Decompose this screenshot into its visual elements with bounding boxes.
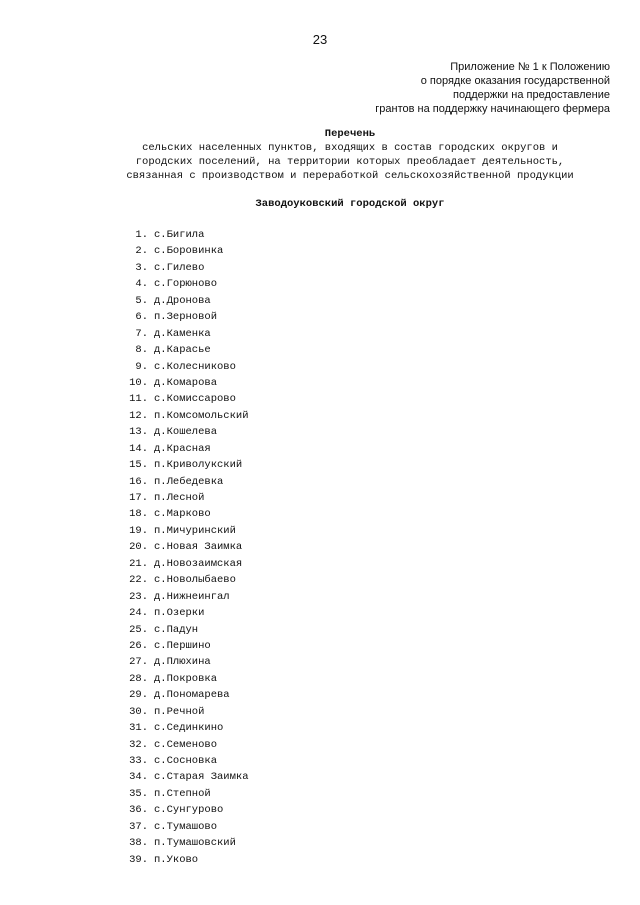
heading-line: связанная с производством и переработкой сельскохозяйственной продукции [126, 170, 574, 182]
list-item-number: 21. [129, 557, 148, 570]
list-item-name: с.Сосновка [154, 755, 218, 767]
list-item-number: 1. [135, 229, 148, 241]
list-item [92, 490, 492, 506]
list-item-number: 35. [129, 787, 148, 800]
list-item [92, 293, 492, 309]
list-item [92, 408, 492, 424]
list-item [92, 243, 492, 259]
list-item-number: 29. [129, 689, 148, 702]
list-item-name: с.Сединкино [154, 722, 224, 735]
list-item-number: 22. [129, 574, 148, 587]
list-item-number: 15. [129, 459, 148, 472]
list-item-number: 13. [129, 426, 148, 439]
list-item [92, 506, 492, 522]
list-item [92, 523, 492, 539]
list-item-name: с.Бигила [154, 229, 205, 241]
list-item-number: 2. [135, 245, 148, 258]
list-item-number: 24. [129, 607, 148, 620]
list-item-number: 5. [135, 294, 148, 307]
list-item-name: п.Лесной [154, 492, 205, 504]
appendix-line: о порядке оказания государственной [420, 75, 610, 87]
list-item [92, 326, 492, 342]
appendix-line: грантов на поддержку начинающего фермера [375, 103, 610, 115]
list-item [92, 359, 492, 375]
list-item [92, 556, 492, 572]
list-item [92, 424, 492, 440]
list-item-name: с.Новолыбаево [154, 574, 236, 587]
appendix-line: Приложение № 1 к Положению [450, 61, 610, 73]
list-item-number: 4. [135, 278, 148, 291]
list-item-number: 33. [129, 755, 148, 767]
list-item-name: д.Красная [154, 442, 211, 455]
list-item-number: 10. [129, 376, 148, 389]
list-item [92, 802, 492, 818]
list-item [92, 819, 492, 835]
list-item-name: с.Новая Заимка [154, 541, 243, 554]
list-item-number: 7. [135, 327, 148, 340]
list-item [92, 572, 492, 588]
list-item [92, 835, 492, 851]
list-item-number: 9. [135, 360, 148, 373]
list-item [92, 342, 492, 358]
list-item-name: п.Озерки [154, 607, 205, 620]
list-item [92, 753, 492, 769]
list-item-name: д.Плюхина [154, 656, 211, 669]
list-item-number: 20. [129, 541, 148, 554]
list-item-number: 36. [129, 804, 148, 817]
list-item [92, 671, 492, 687]
appendix-note [310, 60, 610, 116]
page-number: 23 [312, 32, 328, 47]
list-item-number: 18. [129, 508, 148, 521]
list-item [92, 457, 492, 473]
list-item [92, 391, 492, 407]
list-item-name: п.Тумашовский [154, 837, 236, 850]
heading-title: Перечень [324, 128, 376, 140]
list-item-name: с.Першино [154, 639, 211, 652]
list-item-name: с.Старая Заимка [154, 771, 249, 784]
list-item [92, 309, 492, 325]
list-item [92, 539, 492, 555]
list-item-number: 27. [129, 656, 148, 669]
settlement-list [92, 227, 492, 868]
list-item-name: с.Тумашово [154, 820, 218, 833]
list-item-number: 31. [129, 722, 148, 735]
list-item-name: п.Степной [154, 787, 211, 800]
list-item-number: 16. [129, 475, 148, 488]
list-item-number: 38. [129, 837, 148, 850]
list-item-name: с.Комиссарово [154, 393, 236, 406]
list-item-name: д.Карасье [154, 344, 211, 357]
list-item-number: 34. [129, 771, 148, 784]
list-item [92, 375, 492, 391]
list-item [92, 605, 492, 621]
list-item [92, 720, 492, 736]
list-item-name: с.Сунгурово [154, 804, 224, 817]
list-item-number: 25. [129, 623, 148, 636]
list-item-name: д.Комарова [154, 376, 218, 389]
list-item [92, 704, 492, 720]
list-item [92, 474, 492, 490]
list-item [92, 260, 492, 276]
list-item [92, 276, 492, 292]
list-item [92, 227, 492, 243]
list-item-name: д.Новозаимская [154, 557, 243, 570]
list-item [92, 687, 492, 703]
list-item [92, 589, 492, 605]
list-item-name: п.Мичуринский [154, 524, 236, 537]
list-item-number: 3. [135, 261, 148, 274]
list-item-name: с.Гилево [154, 261, 205, 274]
list-item [92, 638, 492, 654]
heading-line: сельских населенных пунктов, входящих в состав городских округов и [142, 142, 558, 154]
list-item-name: п.Лебедевка [154, 475, 224, 488]
list-item-name: д.Покровка [154, 672, 218, 685]
list-item-name: д.Дронова [154, 294, 211, 307]
list-item [92, 786, 492, 802]
list-item-name: п.Уково [154, 853, 199, 866]
list-item-number: 32. [129, 738, 148, 751]
list-item-number: 11. [129, 393, 148, 406]
list-item-number: 23. [129, 590, 148, 603]
list-item-number: 28. [129, 672, 148, 685]
heading-line: городских поселений, на территории которых преобладает деятельность, [135, 156, 565, 168]
list-item [92, 654, 492, 670]
district-title: Заводоуковский городской округ [255, 198, 445, 210]
list-item-number: 19. [129, 524, 148, 537]
list-item [92, 737, 492, 753]
list-item [92, 622, 492, 638]
list-item-name: п.Речной [154, 705, 205, 718]
appendix-line: поддержки на предоставление [452, 89, 610, 101]
list-item-number: 39. [129, 853, 148, 866]
list-item-number: 8. [135, 344, 148, 357]
list-item-name: с.Семеново [154, 738, 218, 751]
list-item-number: 30. [129, 705, 148, 718]
list-item-name: с.Падун [154, 623, 199, 636]
list-item-number: 26. [129, 639, 148, 652]
list-item-name: с.Колесниково [154, 360, 236, 373]
list-item-number: 37. [129, 820, 148, 833]
document-heading [0, 127, 640, 183]
list-item-name: п.Комсомольский [154, 409, 249, 422]
list-item-name: д.Нижнеингал [154, 590, 230, 603]
list-item-name: п.Зерновой [154, 311, 218, 324]
list-item-name: д.Каменка [154, 327, 211, 340]
list-item-number: 12. [129, 409, 148, 422]
list-item-number: 6. [135, 311, 148, 324]
list-item-name: д.Кошелева [154, 426, 218, 439]
list-item-name: с.Боровинка [154, 245, 224, 258]
list-item-name: п.Криволукский [154, 459, 243, 472]
list-item-number: 17. [129, 492, 148, 504]
list-item-name: с.Горюново [154, 278, 218, 291]
list-item [92, 441, 492, 457]
list-item-name: д.Пономарева [154, 689, 230, 702]
list-item-name: с.Марково [154, 508, 211, 521]
list-item [92, 769, 492, 785]
list-item-number: 14. [129, 442, 148, 455]
list-item [92, 852, 492, 868]
